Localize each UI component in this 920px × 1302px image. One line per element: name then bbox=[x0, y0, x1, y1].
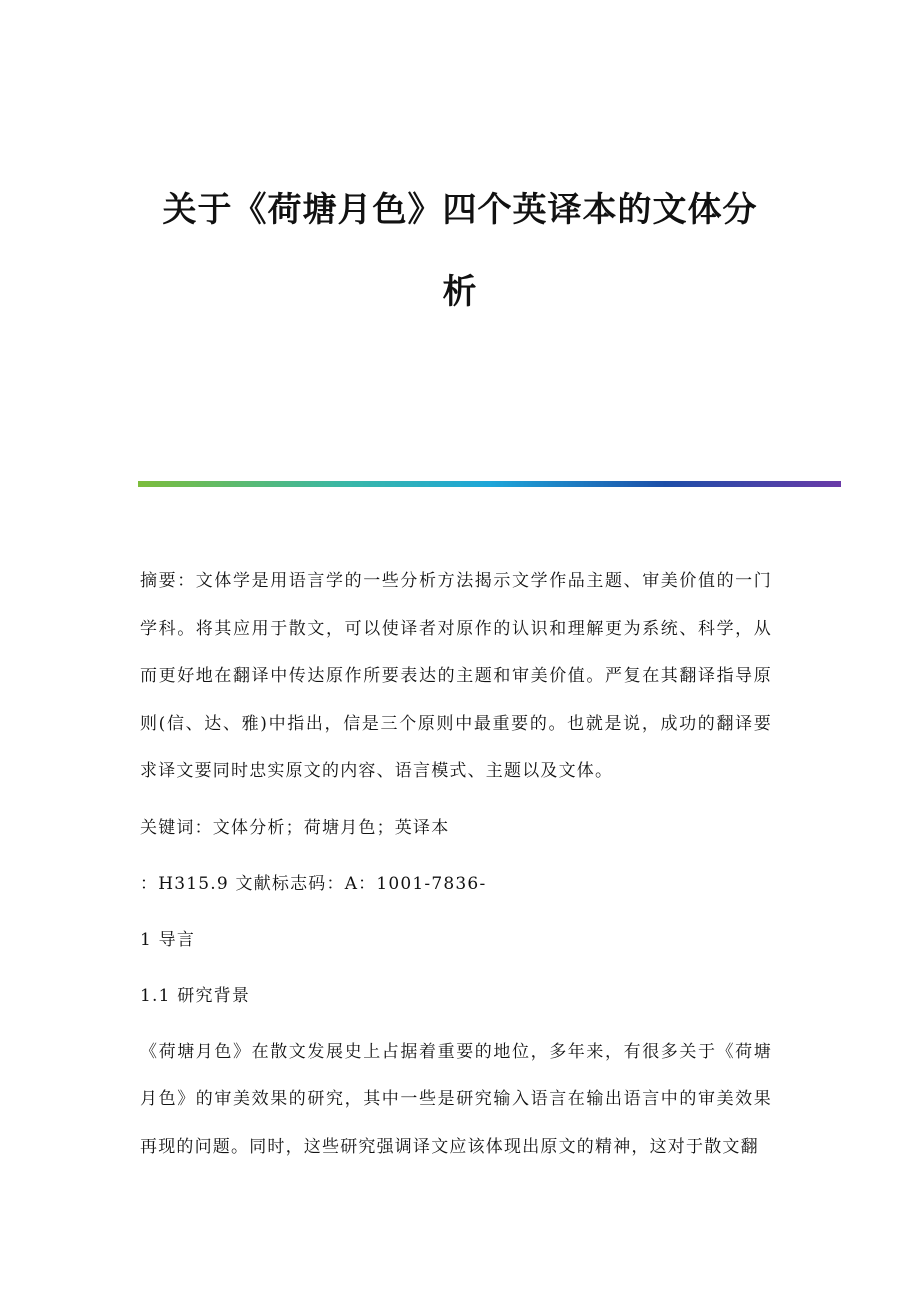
section-heading: 1 导言 bbox=[140, 929, 196, 950]
keywords-line: 关键词：文体分析；荷塘月色；英译本 bbox=[140, 817, 450, 838]
title-line-2: 析 bbox=[442, 272, 478, 312]
document-title bbox=[0, 190, 920, 312]
title-line-1: 关于《荷塘月色》四个英译本的文体分 bbox=[162, 190, 758, 230]
classification-line: ：H315.9 文献标志码：A：1001-7836- bbox=[140, 873, 487, 894]
body-paragraph: 《荷塘月色》在散文发展史上占据着重要的地位，多年来，有很多关于《荷塘月色》的审美效果的研究，其中一些是研究输入语言在输出语言中的审美效果再现的问题。同时，这些研究强调译文应该体现出原文的精神，这对于散文翻 bbox=[140, 1041, 772, 1157]
abstract-paragraph: 摘要：文体学是用语言学的一些分析方法揭示文学作品主题、审美价值的一门学科。将其应用于散文，可以使译者对原作的认识和理解更为系统、科学，从而更好地在翻译中传达原作所要表达的主题和审美价值。严复在其翻译指导原则(信、达、雅)中指出，信是三个原则中最重要的。也就是说，成功的翻译要求译文要同时忠实原文的内容、语言模式、主题以及文体。 bbox=[140, 571, 772, 781]
subsection-heading: 1.1 研究背景 bbox=[140, 985, 251, 1006]
gradient-divider bbox=[138, 481, 841, 487]
document-body bbox=[140, 558, 772, 1171]
